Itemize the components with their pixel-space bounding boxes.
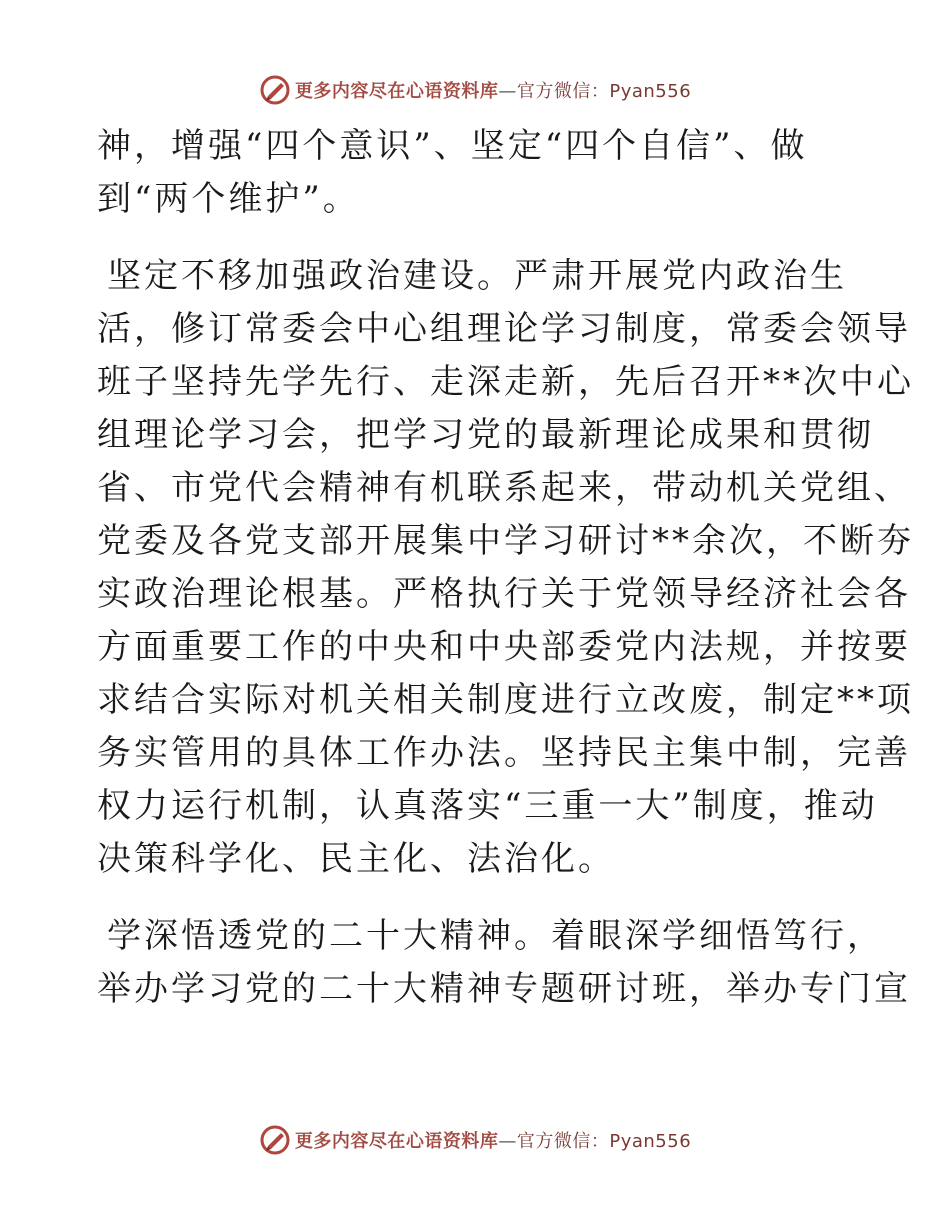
watermark-wechat-label: 官方微信： xyxy=(516,1131,610,1152)
text-line: 学深悟透党的二十大精神。着眼深学细悟笃行， xyxy=(107,916,884,956)
watermark-site-text: 更多内容尽在心语资料库 xyxy=(294,1131,499,1152)
watermark-separator: — xyxy=(498,81,517,102)
watermark-wechat-id: Pyan556 xyxy=(609,81,692,102)
pen-logo-icon xyxy=(259,1124,291,1156)
header-watermark-banner xyxy=(0,70,950,110)
header-watermark-text xyxy=(295,77,691,103)
watermark-site-text: 更多内容尽在心语资料库 xyxy=(294,81,499,102)
text-line: 务实管用的具体工作办法。坚持民主集中制，完善 xyxy=(97,733,911,773)
text-line: 权力运行机制，认真落实“三重一大”制度，推动 xyxy=(97,786,878,826)
text-line: 决策科学化、民主化、法治化。 xyxy=(97,839,615,879)
text-line: 组理论学习会，把学习党的最新理论成果和贯彻 xyxy=(97,415,874,455)
text-line: 实政治理论根基。严格执行关于党领导经济社会各 xyxy=(97,574,911,614)
text-line: 方面重要工作的中央和中央部委党内法规，并按要 xyxy=(97,627,911,667)
paragraph-continuation xyxy=(97,120,857,226)
text-line: 活，修订常委会中心组理论学习制度，常委会领导 xyxy=(97,309,911,349)
footer-watermark-text xyxy=(295,1127,691,1153)
watermark-wechat-label: 官方微信： xyxy=(516,81,610,102)
text-line: 求结合实际对机关相关制度进行立改废，制定**项 xyxy=(97,680,914,720)
watermark-separator: — xyxy=(498,1131,517,1152)
text-line: 神，增强“四个意识”、坚定“四个自信”、做 xyxy=(97,126,808,166)
text-line: 班子坚持先学先行、走深走新，先后召开**次中心 xyxy=(97,362,914,402)
footer-watermark-banner xyxy=(0,1120,950,1160)
document-body xyxy=(97,120,914,1016)
text-line: 省、市党代会精神有机联系起来，带动机关党组、 xyxy=(97,468,911,508)
text-line: 坚定不移加强政治建设。严肃开展党内政治生 xyxy=(107,256,847,296)
text-line: 举办学习党的二十大精神专题研讨班，举办专门宣 xyxy=(97,969,911,1009)
pen-logo-icon xyxy=(259,74,291,106)
watermark-wechat-id: Pyan556 xyxy=(609,1131,692,1152)
text-line: 党委及各党支部开展集中学习研讨**余次，不断夯 xyxy=(97,521,914,561)
paragraph-twentieth-congress xyxy=(97,910,911,1016)
text-line: 到“两个维护”。 xyxy=(97,179,360,219)
paragraph-political-construction xyxy=(97,250,914,886)
